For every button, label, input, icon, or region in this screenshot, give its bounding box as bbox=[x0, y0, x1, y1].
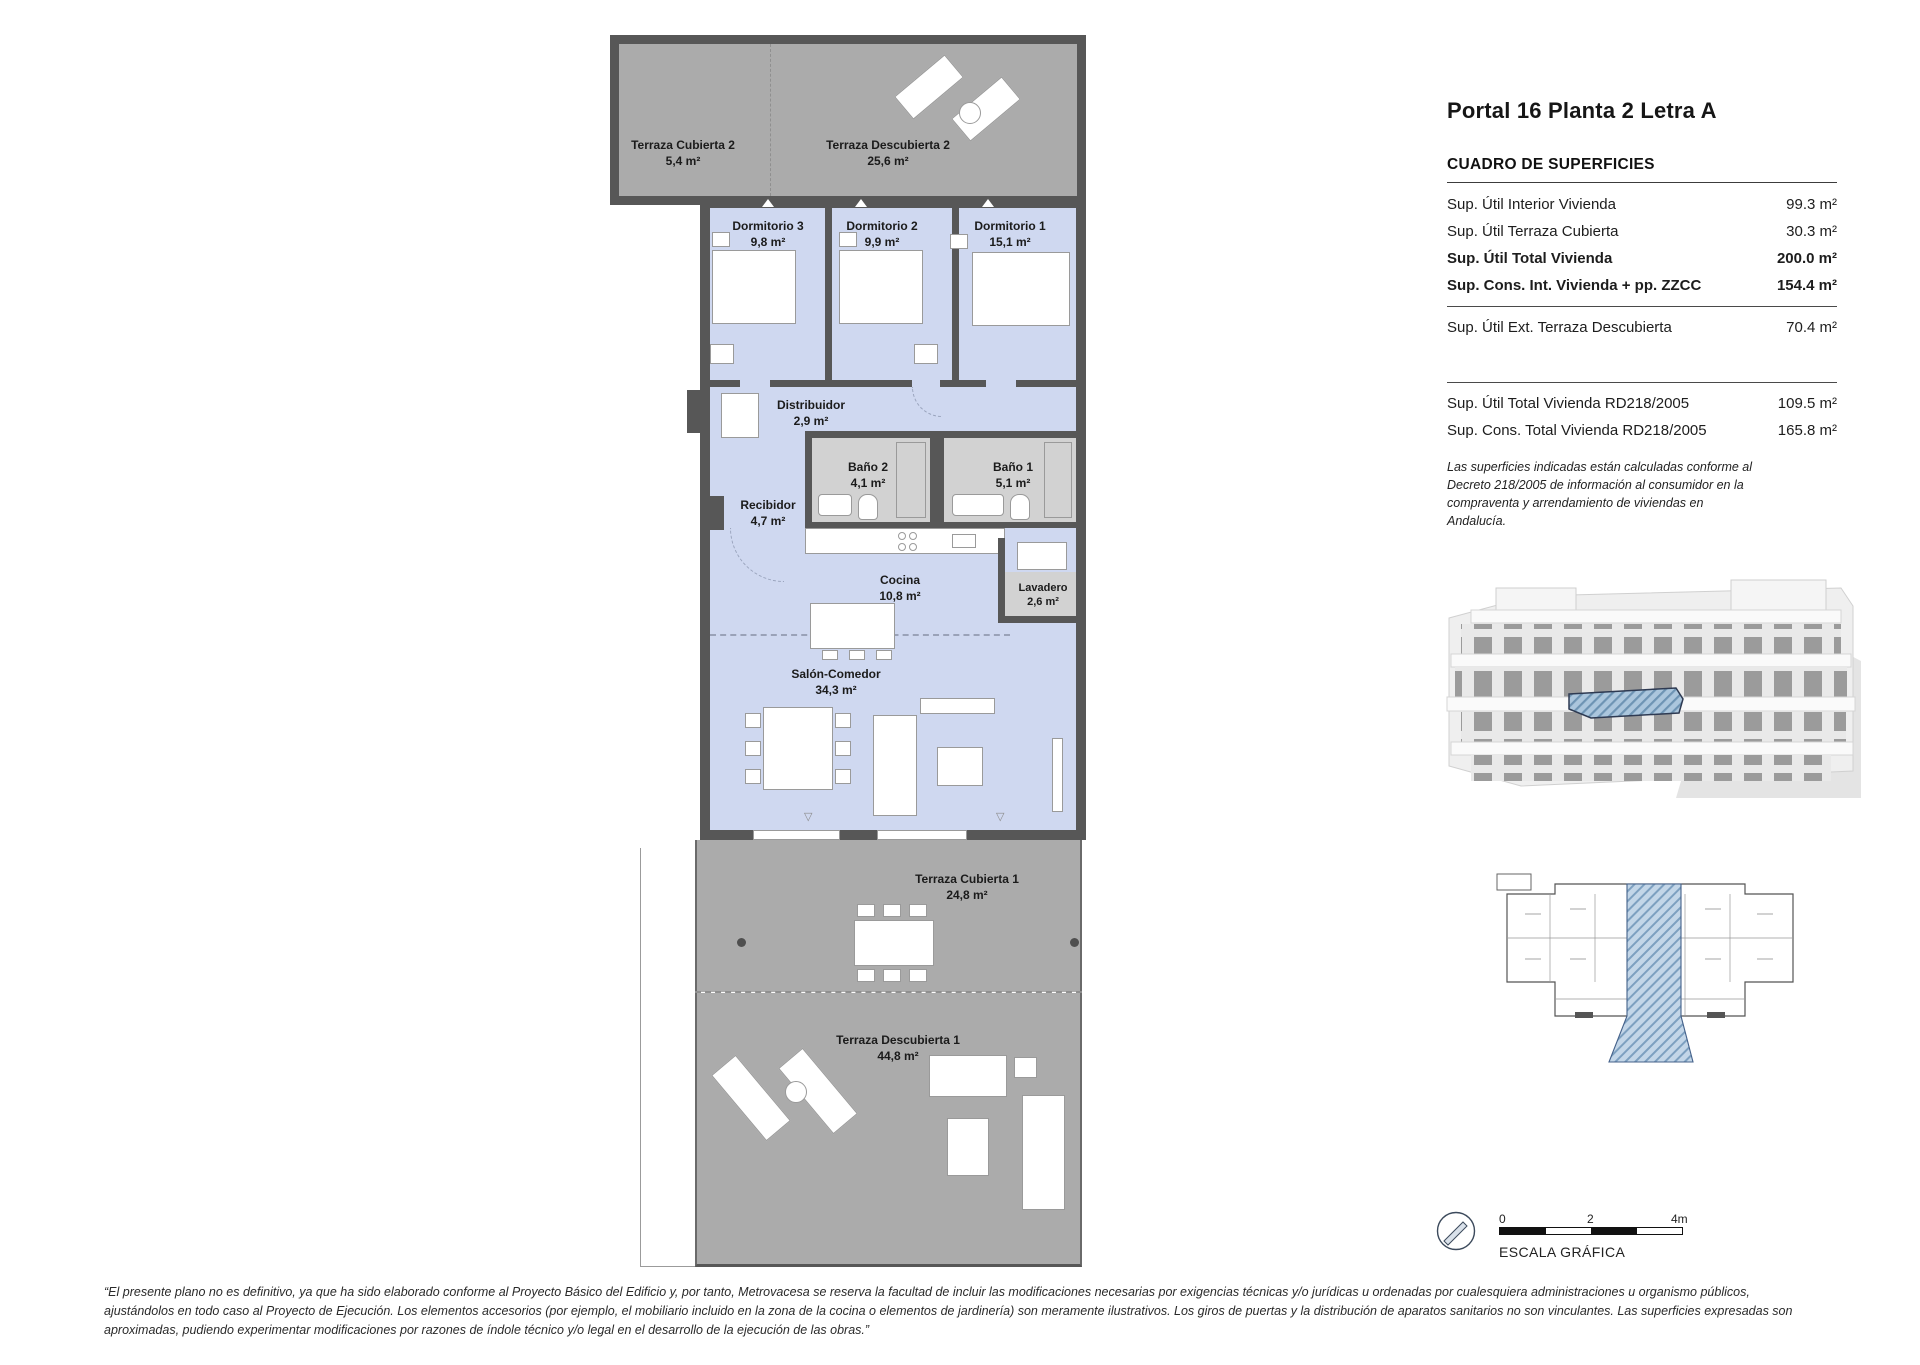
dresser bbox=[914, 344, 938, 364]
room-name: Dormitorio 3 bbox=[732, 219, 804, 233]
wall bbox=[770, 380, 912, 387]
key-plan-image bbox=[1495, 864, 1803, 1070]
window-marker-icon bbox=[855, 199, 867, 207]
side-table bbox=[1014, 1057, 1037, 1078]
shower bbox=[1044, 442, 1072, 518]
scale-bar-labels bbox=[1499, 1212, 1699, 1227]
room-name: Dormitorio 1 bbox=[974, 219, 1046, 233]
room-name: Salón-Comedor bbox=[791, 667, 881, 681]
wall bbox=[930, 431, 944, 522]
room-area: 10,8 m² bbox=[879, 588, 921, 603]
dining-table bbox=[763, 707, 833, 790]
row-label: Sup. Útil Total Vivienda bbox=[1447, 250, 1613, 267]
wall bbox=[825, 208, 832, 380]
room-name: Lavadero bbox=[1018, 582, 1068, 594]
window-marker-icon bbox=[762, 199, 774, 207]
balcony-door bbox=[877, 830, 967, 840]
stool bbox=[849, 650, 865, 660]
wall bbox=[940, 380, 986, 387]
chair bbox=[745, 741, 761, 756]
row-value: 109.5 m² bbox=[1777, 395, 1837, 412]
room-cocina bbox=[879, 573, 920, 604]
row-value: 165.8 m² bbox=[1777, 422, 1837, 439]
room-dormitorio-2 bbox=[846, 219, 917, 250]
scale-tick: 4m bbox=[1671, 1212, 1688, 1226]
chair bbox=[883, 904, 901, 917]
hob-burner bbox=[909, 532, 917, 540]
apartment-interior bbox=[700, 198, 1086, 840]
room-recibidor bbox=[740, 498, 795, 529]
table-row bbox=[1447, 218, 1837, 245]
room-name: Terraza Descubierta 1 bbox=[836, 1033, 960, 1047]
scale-area bbox=[1435, 1210, 1795, 1260]
wall bbox=[687, 390, 710, 433]
room-area: 9,8 m² bbox=[750, 234, 786, 249]
divider bbox=[1447, 382, 1837, 383]
room-name: Baño 1 bbox=[992, 460, 1034, 474]
table-row bbox=[1447, 245, 1837, 272]
room-area: 15,1 m² bbox=[989, 234, 1031, 249]
room-terraza-cubierta-2 bbox=[631, 138, 735, 169]
room-terraza-cubierta-1 bbox=[915, 872, 1019, 903]
table-row bbox=[1447, 191, 1837, 218]
scale-tick: 0 bbox=[1499, 1212, 1506, 1226]
bed bbox=[712, 250, 796, 324]
coffee-table bbox=[937, 747, 983, 786]
terrace-divider bbox=[770, 44, 771, 196]
shower bbox=[896, 442, 926, 518]
stool bbox=[876, 650, 892, 660]
room-distribuidor bbox=[777, 398, 845, 429]
chair bbox=[835, 741, 851, 756]
legal-note: Las superficies indicadas están calculadas conforme al Decreto 218/2005 de información al consumidor en la compraventa y arrendamiento de viviendas en Andalucía. bbox=[1447, 460, 1753, 529]
armchair bbox=[947, 1118, 989, 1176]
room-name: Distribuidor bbox=[777, 398, 845, 412]
wall bbox=[1016, 380, 1076, 387]
hob-burner bbox=[909, 543, 917, 551]
window-marker-icon bbox=[982, 199, 994, 207]
nightstand bbox=[712, 232, 730, 247]
column bbox=[1070, 938, 1079, 947]
nightstand bbox=[950, 234, 968, 249]
row-label: Sup. Útil Interior Vivienda bbox=[1447, 196, 1616, 213]
surface-table-heading: CUADRO DE SUPERFICIES bbox=[1447, 156, 1837, 183]
door-marker-icon: ▽ bbox=[996, 811, 1005, 823]
legal-disclaimer: “El presente plano no es definitivo, ya que ha sido elaborado conforme al Proyecto Básico del Edificio y, por tanto, Metrovacesa se reserva la facultad de incluir las modificaciones necesarias por exigencias técnicas y/o jurídicas u ordenadas por cualesquiera administraciones u organismo públicos, ajustándolos en todo caso al Proyecto de Ejecución. Los elementos accesorios (por ejemplo, el mobiliario incluido en la zona de la cocina o elementos de jardinería) son meramente ilustrativos. Los giros de puertas y la distribución de aparatos sanitarios no son vinculantes. Las superficies expresadas son aproximadas, pudiendo experimentar modificaciones por razones de índole técnico y/o legal en el desarrollo de la ejecución de las obras.” bbox=[104, 1285, 1793, 1337]
kitchen-sink bbox=[952, 534, 976, 548]
row-value: 99.3 m² bbox=[1786, 196, 1837, 213]
sink bbox=[818, 494, 852, 516]
room-salon-comedor bbox=[791, 667, 880, 698]
room-area: 4,7 m² bbox=[750, 513, 786, 528]
row-label: Sup. Útil Terraza Cubierta bbox=[1447, 223, 1619, 240]
room-area: 25,6 m² bbox=[867, 153, 909, 168]
room-name: Recibidor bbox=[740, 498, 796, 512]
double-sink bbox=[952, 494, 1004, 516]
toilet bbox=[858, 494, 878, 520]
kitchen-island bbox=[810, 603, 895, 649]
room-area: 2,6 m² bbox=[1027, 596, 1059, 609]
chair bbox=[857, 969, 875, 982]
chair bbox=[745, 713, 761, 728]
room-area: 5,4 m² bbox=[665, 153, 701, 168]
toilet bbox=[1010, 494, 1030, 520]
railing-line bbox=[640, 848, 641, 1266]
scale-bar bbox=[1499, 1210, 1699, 1260]
door-swing bbox=[912, 387, 942, 417]
side-table bbox=[785, 1081, 807, 1103]
room-area: 34,3 m² bbox=[815, 682, 857, 697]
wall bbox=[998, 538, 1005, 623]
chair bbox=[835, 713, 851, 728]
row-label: Sup. Útil Ext. Terraza Descubierta bbox=[1447, 319, 1672, 336]
room-terraza-descubierta-2 bbox=[826, 138, 950, 169]
row-label: Sup. Útil Total Vivienda RD218/2005 bbox=[1447, 395, 1690, 412]
scale-caption: ESCALA GRÁFICA bbox=[1499, 1244, 1626, 1260]
room-name: Terraza Descubierta 2 bbox=[826, 138, 950, 152]
row-value: 70.4 m² bbox=[1786, 319, 1837, 336]
room-area: 2,9 m² bbox=[793, 413, 829, 428]
wall bbox=[710, 380, 740, 387]
wall bbox=[700, 198, 1086, 208]
row-value: 200.0 m² bbox=[1776, 250, 1837, 267]
room-terraza-descubierta-1 bbox=[836, 1033, 960, 1064]
dresser bbox=[710, 344, 734, 364]
info-panel bbox=[1447, 98, 1837, 1288]
wall bbox=[700, 496, 724, 530]
room-name: Cocina bbox=[879, 573, 921, 587]
wall bbox=[944, 431, 1076, 438]
wall bbox=[1076, 198, 1086, 840]
outdoor-table bbox=[854, 920, 934, 966]
bed bbox=[972, 252, 1070, 326]
sun-lounger bbox=[894, 54, 964, 119]
bottom-covered-terrace bbox=[695, 840, 1082, 992]
tv-bench bbox=[1052, 738, 1063, 812]
building-render-image bbox=[1441, 566, 1861, 798]
room-area: 24,8 m² bbox=[946, 887, 988, 902]
hob-burner bbox=[898, 543, 906, 551]
wall bbox=[998, 616, 1076, 623]
room-dormitorio-1 bbox=[974, 219, 1045, 250]
table-row bbox=[1447, 417, 1837, 444]
room-bano-2 bbox=[848, 460, 888, 491]
room-name: Terraza Cubierta 1 bbox=[915, 872, 1019, 886]
chair bbox=[857, 904, 875, 917]
room-name: Terraza Cubierta 2 bbox=[631, 138, 735, 152]
door-swing bbox=[730, 528, 784, 582]
room-dormitorio-3 bbox=[732, 219, 803, 250]
table-row bbox=[1447, 390, 1837, 417]
chair bbox=[745, 769, 761, 784]
bed bbox=[839, 250, 923, 324]
scale-bar-segments bbox=[1499, 1227, 1683, 1235]
column bbox=[737, 938, 746, 947]
chair bbox=[909, 904, 927, 917]
bottom-open-terrace bbox=[695, 993, 1082, 1267]
closet bbox=[721, 393, 759, 438]
row-value: 30.3 m² bbox=[1786, 223, 1837, 240]
balcony-door bbox=[753, 830, 840, 840]
room-area: 5,1 m² bbox=[995, 475, 1031, 490]
room-area: 9,9 m² bbox=[864, 234, 900, 249]
page-title: Portal 16 Planta 2 Letra A bbox=[1447, 98, 1717, 123]
room-bano-1 bbox=[993, 460, 1033, 491]
row-label: Sup. Cons. Int. Vivienda + pp. ZZCC bbox=[1447, 277, 1702, 294]
room-area: 44,8 m² bbox=[877, 1048, 919, 1063]
sofa bbox=[1022, 1095, 1065, 1210]
wall bbox=[805, 431, 937, 438]
row-label: Sup. Cons. Total Vivienda RD218/2005 bbox=[1447, 422, 1707, 439]
room-area: 4,1 m² bbox=[850, 475, 886, 490]
wall bbox=[805, 431, 812, 522]
washer bbox=[1017, 542, 1067, 570]
sofa bbox=[920, 698, 995, 714]
chair bbox=[835, 769, 851, 784]
side-table bbox=[959, 102, 981, 124]
door-marker-icon: ▽ bbox=[804, 811, 813, 823]
row-value: 154.4 m² bbox=[1776, 277, 1837, 294]
room-lavadero bbox=[1019, 581, 1068, 610]
top-terrace-block bbox=[610, 35, 1086, 205]
room-name: Dormitorio 2 bbox=[846, 219, 918, 233]
room-name: Baño 2 bbox=[847, 460, 889, 474]
divider bbox=[1447, 306, 1837, 307]
chair bbox=[883, 969, 901, 982]
table-row bbox=[1447, 314, 1837, 341]
scale-tick: 2 bbox=[1587, 1212, 1594, 1226]
chair bbox=[909, 969, 927, 982]
stool bbox=[822, 650, 838, 660]
north-arrow-icon bbox=[1435, 1210, 1477, 1252]
hob-burner bbox=[898, 532, 906, 540]
sofa bbox=[873, 715, 917, 816]
table-row bbox=[1447, 272, 1837, 299]
